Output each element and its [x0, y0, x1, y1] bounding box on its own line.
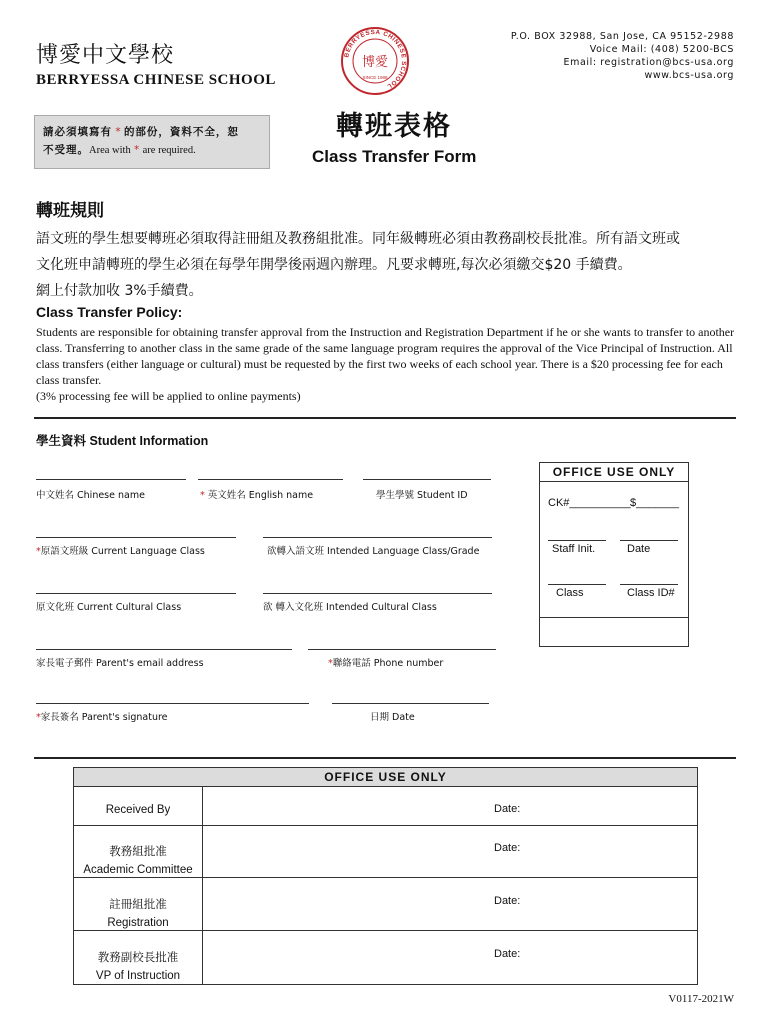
svg-text:SINCE 1988: SINCE 1988 — [362, 75, 388, 80]
chinese-name-line[interactable] — [36, 479, 186, 480]
parent-email-label: 家長電子郵件 Parent's email address — [36, 658, 204, 669]
rules-zh-line1: 語文班的學生想要轉班必須取得註冊組及教務組批准。同年級轉班必須由教務副校長批准。所有語文班或 — [36, 231, 680, 247]
academic-committee-date: Date: — [494, 842, 521, 854]
student-id-label: 學生學號 Student ID — [376, 490, 468, 501]
office-use-box — [539, 462, 689, 647]
policy-paragraph: Students are responsible for obtaining transfer approval from the Instruction and Registration Department if he or she wants to transfer to another class. Transferring to another class in the same grade of the same language program requires the approval of the Vice Principal of Instruction. All class transfers (either language or cultural) must be requested by the first two weeks of each school year. There is a $20 processing fee for each class transfer. — [36, 325, 735, 387]
registration-label: 註冊組批准 Registration — [107, 899, 169, 929]
received-by-date: Date: — [494, 803, 521, 815]
student-id-line[interactable] — [363, 479, 491, 480]
registration-date: Date: — [494, 895, 521, 907]
table-column-divider — [202, 786, 203, 984]
parent-email-line[interactable] — [36, 649, 292, 650]
contact-voicemail: Voice Mail: (408) 5200-BCS — [589, 44, 734, 55]
required-asterisk: * — [134, 144, 140, 156]
rules-text-zh — [36, 226, 736, 304]
date-label: 日期 Date — [370, 712, 415, 723]
rules-zh-line2: 文化班申請轉班的學生必須在每學年開學後兩週內辦理。凡要求轉班,每次必須繳交$20 手續費。 — [36, 257, 632, 273]
office-table-title: OFFICE USE ONLY — [74, 768, 697, 787]
class-line — [548, 584, 606, 585]
office-use-table — [73, 767, 698, 985]
rules-zh-line3: 網上付款加收 3%手續費。 — [36, 283, 203, 299]
current-cultural-line[interactable] — [36, 593, 236, 594]
svg-text:博愛: 博愛 — [361, 55, 389, 70]
contact-email: Email: registration@bcs-usa.org — [563, 57, 734, 68]
intended-cultural-line[interactable] — [263, 593, 492, 594]
intended-cultural-label: 欲 轉入文化班 Intended Cultural Class — [263, 602, 437, 613]
class-id-line — [620, 584, 678, 585]
notice-zh-part1: 請必須填寫有 — [43, 126, 112, 138]
contact-website: www.bcs-usa.org — [644, 70, 734, 81]
table-row — [74, 930, 697, 931]
svg-text:BERRYESSA CHINESE SCHOOL: BERRYESSA CHINESE SCHOOL — [343, 28, 408, 90]
school-name-zh: 博愛中文學校 — [36, 43, 175, 68]
intended-language-line[interactable] — [263, 537, 492, 538]
policy-text — [36, 324, 736, 404]
parent-signature-line[interactable] — [36, 703, 309, 704]
current-cultural-label: 原文化班 Current Cultural Class — [36, 602, 182, 613]
notice-en-part2: are required. — [142, 145, 196, 156]
divider — [34, 757, 736, 759]
rules-heading: 轉班規則 — [36, 201, 104, 221]
school-seal-logo — [340, 26, 410, 96]
phone-label: *聯絡電話 Phone number — [328, 658, 444, 669]
student-info-heading: 學生資料 Student Information — [36, 434, 209, 448]
required-notice — [34, 115, 270, 169]
notice-zh-line2: 不受理。 — [43, 144, 89, 156]
academic-committee-label: 教務組批准 Academic Committee — [83, 846, 193, 876]
parent-signature-label: *家長簽名 Parent's signature — [36, 712, 168, 723]
date-line[interactable] — [332, 703, 489, 704]
office-box-divider — [540, 617, 688, 618]
current-language-line[interactable] — [36, 537, 236, 538]
office-use-title: OFFICE USE ONLY — [540, 463, 688, 482]
form-version: V0117-2021W — [668, 993, 734, 1005]
current-language-label: *原語文班級 Current Language Class — [36, 546, 205, 557]
policy-heading: Class Transfer Policy: — [36, 304, 183, 320]
phone-line[interactable] — [308, 649, 496, 650]
form-title-en: Class Transfer Form — [312, 147, 477, 166]
vp-instruction-date: Date: — [494, 948, 521, 960]
english-name-label: * 英文姓名 English name — [200, 490, 314, 501]
staff-init-line — [548, 540, 606, 541]
check-number-field: CK#__________ — [548, 497, 631, 509]
school-name-en: BERRYESSA CHINESE SCHOOL — [36, 72, 276, 88]
class-id-label: Class ID# — [627, 587, 675, 599]
form-title-zh: 轉班表格 — [336, 111, 452, 142]
chinese-name-label: 中文姓名 Chinese name — [36, 490, 145, 501]
english-name-line[interactable] — [198, 479, 343, 480]
contact-address: P.O. BOX 32988, San Jose, CA 95152-2988 — [510, 31, 734, 42]
office-date-label: Date — [627, 543, 651, 555]
class-label: Class — [556, 587, 584, 599]
divider — [34, 417, 736, 419]
vp-instruction-label: 教務副校長批准 VP of Instruction — [95, 952, 181, 982]
contact-info — [511, 30, 734, 82]
staff-init-label: Staff Init. — [552, 543, 596, 555]
office-date-line — [620, 540, 678, 541]
table-row — [74, 877, 697, 878]
amount-field: $_______ — [630, 497, 679, 509]
table-row — [74, 825, 697, 826]
policy-note: (3% processing fee will be applied to online payments) — [36, 389, 301, 403]
intended-language-label: 欲轉入語文班 Intended Language Class/Grade — [267, 546, 480, 557]
notice-zh-part2: 的部份，資料不全，恕 — [123, 126, 239, 138]
notice-en-part1: Area with — [89, 145, 131, 156]
received-by-label: Received By — [105, 804, 171, 816]
required-asterisk: * — [115, 126, 121, 138]
